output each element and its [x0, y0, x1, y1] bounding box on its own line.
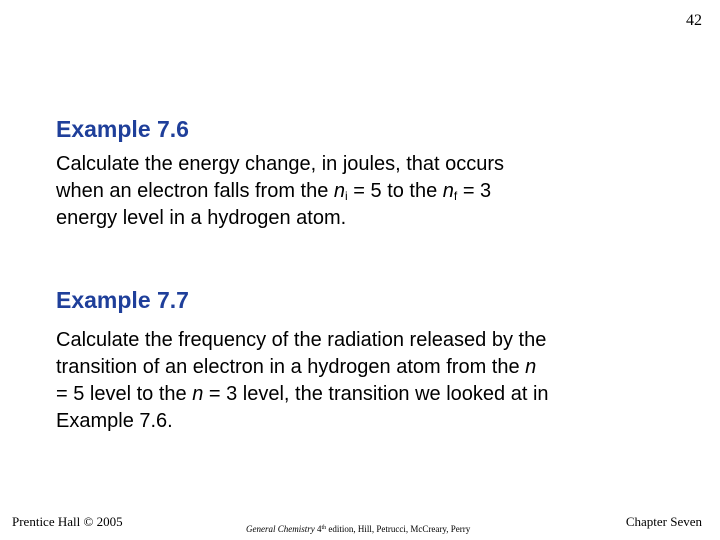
example-7-7-line-3: [56, 381, 549, 408]
subscript-f: f: [453, 189, 458, 203]
footer-publisher: Prentice Hall © 2005: [12, 514, 123, 529]
text-run: = 5 to the: [347, 180, 443, 202]
variable-n-initial: n: [333, 180, 346, 202]
example-7-7-line-1: Calculate the frequency of the radiation released by the: [56, 329, 547, 351]
example-7-6-line-1: Calculate the energy change, in joules, that occurs: [56, 153, 505, 175]
text-run: transition of an electron in a hydrogen atom from the: [56, 356, 526, 378]
example-7-6-line-3: energy level in a hydrogen atom.: [56, 207, 347, 229]
example-7-7-line-2: [56, 354, 549, 381]
example-7-7-line-4: Example 7.6.: [56, 410, 173, 432]
page-number: 42: [686, 12, 702, 29]
variable-n-final: n: [442, 180, 454, 202]
subscript-i: i: [345, 189, 348, 203]
example-7-6-line-2: [56, 178, 504, 205]
text-run: = 3 level, the transition we looked at in: [203, 383, 549, 405]
edition-authors: edition, Hill, Petrucci, McCreary, Perry: [326, 524, 471, 534]
text-run: = 3: [457, 180, 492, 202]
variable-n: n: [525, 356, 537, 378]
text-run: when an electron falls from the: [56, 180, 334, 202]
example-7-6-body: [56, 151, 504, 232]
edition-suffix: th: [321, 525, 327, 531]
variable-n: n: [192, 383, 204, 405]
edition-number: 4: [314, 524, 322, 534]
footer-chapter: Chapter Seven: [625, 514, 702, 529]
example-7-6-title: Example 7.6: [56, 116, 189, 142]
book-title: General Chemistry: [246, 524, 315, 534]
example-7-7-body: [56, 327, 549, 435]
text-run: = 5 level to the: [56, 383, 193, 405]
footer-book-citation: [246, 524, 470, 534]
example-7-7-title: Example 7.7: [56, 287, 189, 313]
